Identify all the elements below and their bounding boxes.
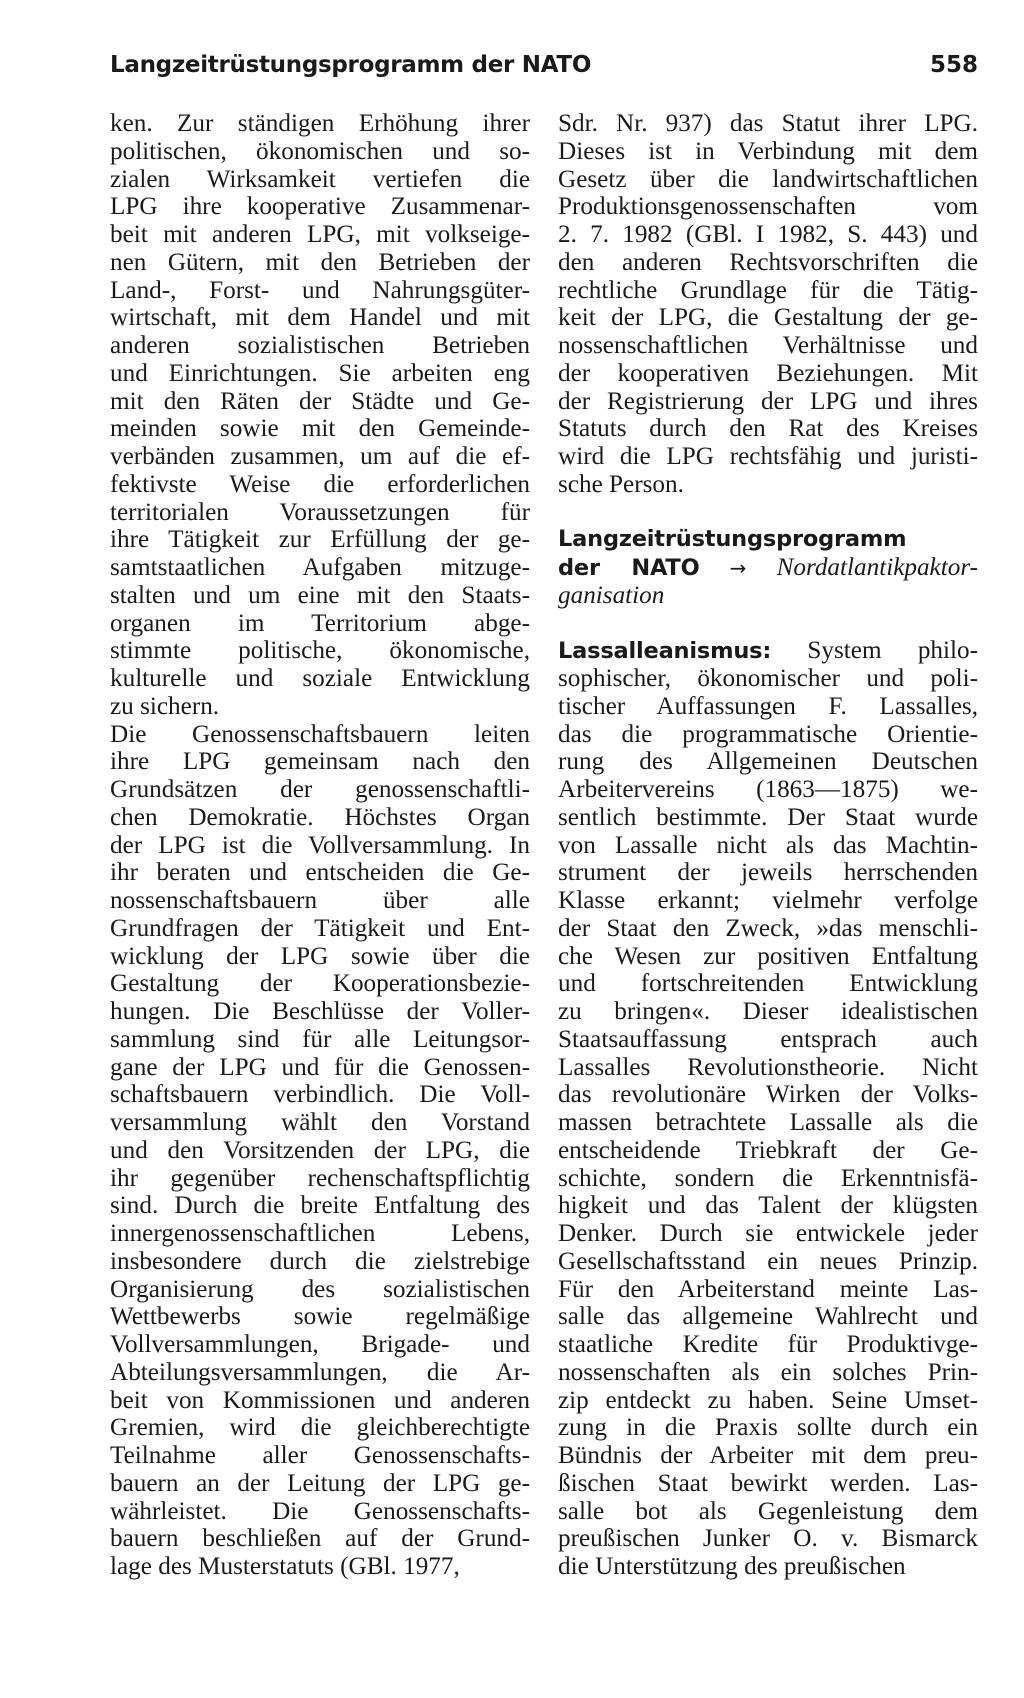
- text-line: das die programmatische Orientie-: [558, 720, 978, 748]
- text-line: und fortschreitenden Entwicklung: [558, 970, 978, 998]
- text-line: die Unterstützung des preußischen: [558, 1553, 906, 1580]
- continuation-paragraph: [558, 110, 978, 499]
- text-line: politischen, ökonomischen und so-: [110, 137, 530, 165]
- text-line: versammlung wählt den Vorstand: [110, 1109, 530, 1136]
- text-line: Teilnahme aller Genossenschafts-: [110, 1442, 530, 1469]
- text-line: [558, 637, 978, 665]
- text-line: und den Vorsitzenden der LPG, die: [110, 1136, 530, 1164]
- text-line: mit den Räten der Städte und Ge-: [110, 387, 530, 415]
- text-line: Gesellschaftsstand ein neues Prinzip.: [558, 1247, 978, 1275]
- text-line: beit mit anderen LPG, mit volkseige-: [110, 221, 530, 248]
- text-line: ihre LPG gemeinsam nach den: [110, 748, 530, 776]
- text-line: bauern an der Leitung der LPG ge-: [110, 1469, 530, 1497]
- text-line: stimmte politische, ökonomische,: [110, 637, 530, 665]
- text-line: rung des Allgemeinen Deutschen: [558, 748, 978, 776]
- text-line: zip entdeckt zu haben. Seine Umset-: [558, 1386, 978, 1414]
- text-line: zung in die Praxis sollte durch ein: [558, 1414, 978, 1442]
- text-line: Für den Arbeiterstand meinte Las-: [558, 1275, 978, 1303]
- cross-reference-arrow-icon: →: [729, 556, 747, 580]
- text-line: den anderen Rechtsvorschriften die: [558, 248, 978, 276]
- text-line: verbänden zusammen, um auf die ef-: [110, 443, 530, 470]
- running-head: Langzeitrüstungsprogramm der NATO: [110, 52, 592, 78]
- text-line: ken. Zur ständigen Erhöhung ihrer: [110, 110, 530, 137]
- entry-separator: [558, 499, 978, 527]
- text-line: sentlich bestimmte. Der Staat wurde: [558, 803, 978, 831]
- text-line: ihr beraten und entscheiden die Ge-: [110, 859, 530, 887]
- text-line: LPG ihre kooperative Zusammenar-: [110, 193, 530, 221]
- text-line: salle das allgemeine Wahlrecht und: [558, 1303, 978, 1331]
- text-line: Organisierung des sozialistischen: [110, 1275, 530, 1303]
- text-line: lage des Musterstatuts (GBl. 1977,: [110, 1553, 460, 1580]
- text-line: und Einrichtungen. Sie arbeiten eng: [110, 359, 530, 387]
- text-line: insbesondere durch die zielstrebige: [110, 1247, 530, 1275]
- text-line: Wettbewerbs sowie regelmäßige: [110, 1303, 530, 1331]
- text-line: Gesetz über die landwirtschaftlichen: [558, 165, 978, 193]
- text-line: nen Gütern, mit den Betrieben der: [110, 248, 530, 276]
- text-line: meinden sowie mit den Gemeinde-: [110, 415, 530, 443]
- text-line: der LPG ist die Vollversammlung. In: [110, 831, 530, 859]
- text-line: samtstaatlichen Aufgaben mitzuge-: [110, 554, 530, 581]
- entry-separator: [558, 610, 978, 638]
- text-line: der Staat den Zweck, »das menschli-: [558, 914, 978, 942]
- text-line: ihr gegenüber rechenschaftspflichtig: [110, 1164, 530, 1192]
- text-line: zialen Wirksamkeit vertiefen die: [110, 165, 530, 193]
- text-line: Gestaltung der Kooperationsbezie-: [110, 970, 530, 998]
- text-line: massen betrachtete Lassalle als die: [558, 1109, 978, 1136]
- text-line: währleistet. Die Genossenschafts-: [110, 1497, 530, 1525]
- entry-lassalleanismus: [558, 637, 978, 1581]
- text-line: Denker. Durch sie entwickele jeder: [558, 1220, 978, 1247]
- text-line: das revolutionäre Wirken der Volks-: [558, 1081, 978, 1109]
- text-line: organen im Territorium abge-: [110, 609, 530, 637]
- text-line: higkeit und das Talent der klügsten: [558, 1192, 978, 1220]
- text-line: Statuts durch den Rat des Kreises: [558, 415, 978, 443]
- text-line: che Wesen zur positiven Entfaltung: [558, 942, 978, 970]
- text-line: Grundfragen der Tätigkeit und Ent-: [110, 914, 530, 942]
- text-line: ßischen Staat bewirkt werden. Las-: [558, 1469, 978, 1497]
- text-line: Sdr. Nr. 937) das Statut ihrer LPG.: [558, 110, 978, 137]
- entry-headword-continued: der NATO: [558, 555, 700, 581]
- text-line: 2. 7. 1982 (GBl. I 1982, S. 443) und: [558, 221, 978, 248]
- text-line: wirtschaft, mit dem Handel und mit: [110, 304, 530, 332]
- text-line: sind. Durch die breite Entfaltung des: [110, 1192, 530, 1220]
- cross-reference-link[interactable]: Nordatlantikpaktor-: [776, 554, 979, 581]
- entry-body: [558, 665, 978, 1581]
- text-line: innergenossenschaftlichen Lebens,: [110, 1220, 530, 1247]
- text-line: stalten und um eine mit den Staats-: [110, 581, 530, 609]
- text-line: zu sichern.: [110, 692, 220, 720]
- text-line: ihre Tätigkeit zur Erfüllung der ge-: [110, 526, 530, 554]
- text-line: schichte, sondern die Erkenntnisfä-: [558, 1164, 978, 1192]
- text-line: Klasse erkannt; vielmehr verfolge: [558, 887, 978, 914]
- text-line: salle bot als Gegenleistung dem: [558, 1497, 978, 1525]
- entry-langzeitruestungsprogramm: [558, 526, 978, 609]
- text-line: Die Genossenschaftsbauern leiten: [110, 720, 530, 748]
- text-line: wicklung der LPG sowie über die: [110, 942, 530, 970]
- text-line: zu bringen«. Dieser idealistischen: [558, 998, 978, 1025]
- text-line: tischer Auffassungen F. Lassalles,: [558, 692, 978, 720]
- text-line: rechtliche Grundlage für die Tätig-: [558, 276, 978, 304]
- entry-headword: Langzeitrüstungsprogramm: [558, 526, 907, 553]
- text-line: sche Person.: [558, 470, 684, 498]
- text-line: sophischer, ökonomischer und poli-: [558, 665, 978, 692]
- page-number: 558: [929, 52, 978, 78]
- text-line: Lassalles Revolutionstheorie. Nicht: [558, 1053, 978, 1081]
- text-line: territorialen Voraussetzungen für: [110, 498, 530, 526]
- text-line: fektivste Weise die erforderlichen: [110, 470, 530, 498]
- text-line: von Lassalle nicht als das Machtin-: [558, 831, 978, 859]
- left-column: [110, 110, 530, 1581]
- text-line: Gremien, wird die gleichberechtigte: [110, 1414, 530, 1442]
- text-line: Bündnis der Arbeiter mit dem preu-: [558, 1442, 978, 1469]
- text-line: nossenschaftlichen Verhältnisse und: [558, 332, 978, 359]
- text-line: Grundsätzen der genossenschaftli-: [110, 776, 530, 803]
- text-line: nossenschaften als ein solches Prin-: [558, 1358, 978, 1386]
- entry-text-start: System philo-: [807, 637, 979, 665]
- text-line: entscheidende Triebkraft der Ge-: [558, 1136, 978, 1164]
- text-line: der kooperativen Beziehungen. Mit: [558, 359, 978, 387]
- text-line: Abteilungsversammlungen, die Ar-: [110, 1358, 530, 1386]
- text-line: chen Demokratie. Höchstes Organ: [110, 803, 530, 831]
- text-line: bauern beschließen auf der Grund-: [110, 1525, 530, 1553]
- text-line: [558, 554, 978, 582]
- text-line: Produktionsgenossenschaften vom: [558, 193, 978, 221]
- entry-headword: Lassalleanismus:: [558, 638, 772, 665]
- text-line: anderen sozialistischen Betrieben: [110, 332, 530, 359]
- text-line: hungen. Die Beschlüsse der Voller-: [110, 998, 530, 1025]
- text-line: beit von Kommissionen und anderen: [110, 1386, 530, 1414]
- text-line: Arbeitervereins (1863—1875) we-: [558, 776, 978, 803]
- cross-reference-link[interactable]: ganisation: [558, 581, 665, 609]
- text-line: keit der LPG, die Gestaltung der ge-: [558, 304, 978, 332]
- text-line: wird die LPG rechtsfähig und juristi-: [558, 443, 978, 470]
- text-line: gane der LPG und für die Genossen-: [110, 1053, 530, 1081]
- text-line: sammlung sind für alle Leitungsor-: [110, 1025, 530, 1053]
- text-line: Land-, Forst- und Nahrungsgüter-: [110, 276, 530, 304]
- text-line: strument der jeweils herrschenden: [558, 859, 978, 887]
- text-line: Staatsauffassung entsprach auch: [558, 1025, 978, 1053]
- text-line: nossenschaftsbauern über alle: [110, 887, 530, 914]
- text-line: schaftsbauern verbindlich. Die Voll-: [110, 1081, 530, 1109]
- text-line: staatliche Kredite für Produktivge-: [558, 1331, 978, 1358]
- text-line: Dieses ist in Verbindung mit dem: [558, 137, 978, 165]
- page-header: [110, 52, 978, 92]
- text-line: der Registrierung der LPG und ihres: [558, 387, 978, 415]
- text-line: kulturelle und soziale Entwicklung: [110, 665, 530, 692]
- text-line: preußischen Junker O. v. Bismarck: [558, 1525, 978, 1553]
- right-column: [558, 110, 978, 1581]
- text-line: Vollversammlungen, Brigade- und: [110, 1331, 530, 1358]
